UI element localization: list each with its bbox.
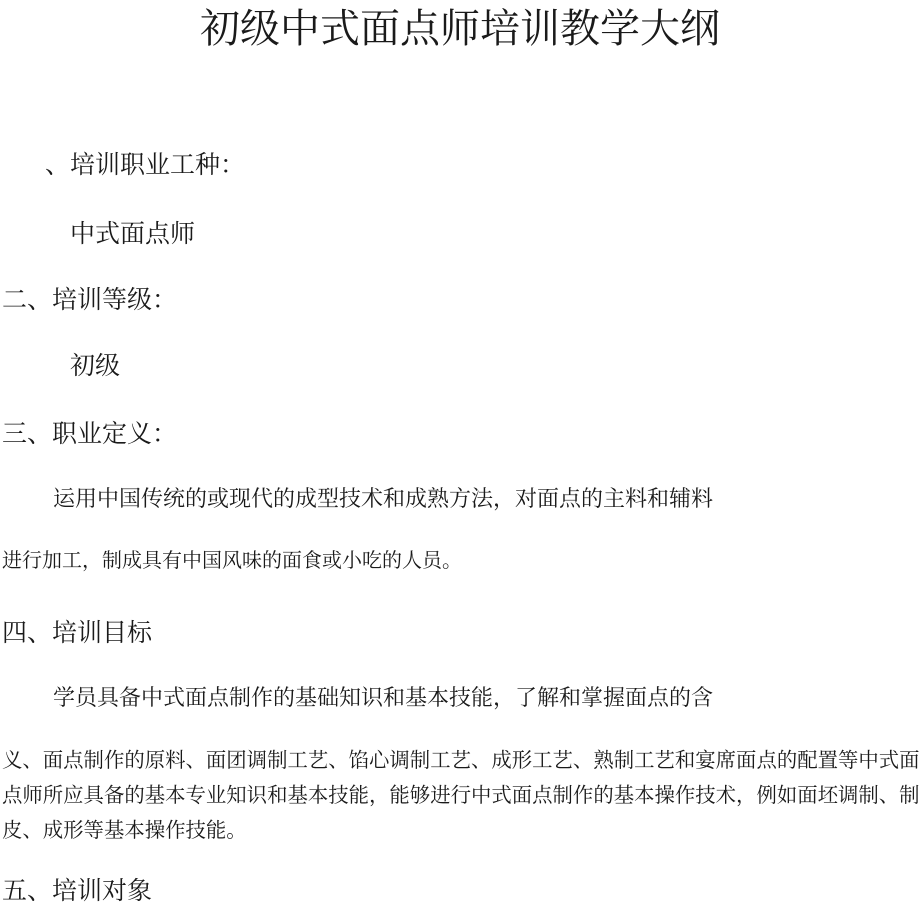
text-definition-line-2: 进行加工，制成具有中国风味的面食或小吃的人员。 xyxy=(2,550,462,572)
document-title: 初级中式面点师培训教学大纲 xyxy=(200,6,720,51)
heading-training-target: 五、培训对象 xyxy=(2,878,153,905)
text-goal-line-4: 皮、成形等基本操作技能。 xyxy=(2,820,247,842)
heading-training-level: 二、培训等级： xyxy=(2,287,178,314)
text-occupation-value: 中式面点师 xyxy=(70,221,196,248)
text-goal-line-1: 学员具备中式面点制作的基础知识和基本技能，了解和掌握面点的含 xyxy=(53,685,714,710)
text-goal-line-2: 义、面点制作的原料、面团调制工艺、馅心调制工艺、成形工艺、熟制工艺和宴席面点的配置等中式面 xyxy=(2,750,920,772)
heading-training-occupation: 、培训职业工种： xyxy=(45,152,246,179)
heading-training-goal: 四、培训目标 xyxy=(2,620,153,647)
text-goal-line-3: 点师所应具备的基本专业知识和基本技能，能够进行中式面点制作的基本操作技术，例如面坯调制、制 xyxy=(2,785,920,807)
text-level-value: 初级 xyxy=(70,353,121,380)
text-definition-line-1: 运用中国传统的或现代的成型技术和成熟方法，对面点的主料和辅料 xyxy=(53,486,714,511)
heading-job-definition: 三、职业定义： xyxy=(2,421,178,448)
